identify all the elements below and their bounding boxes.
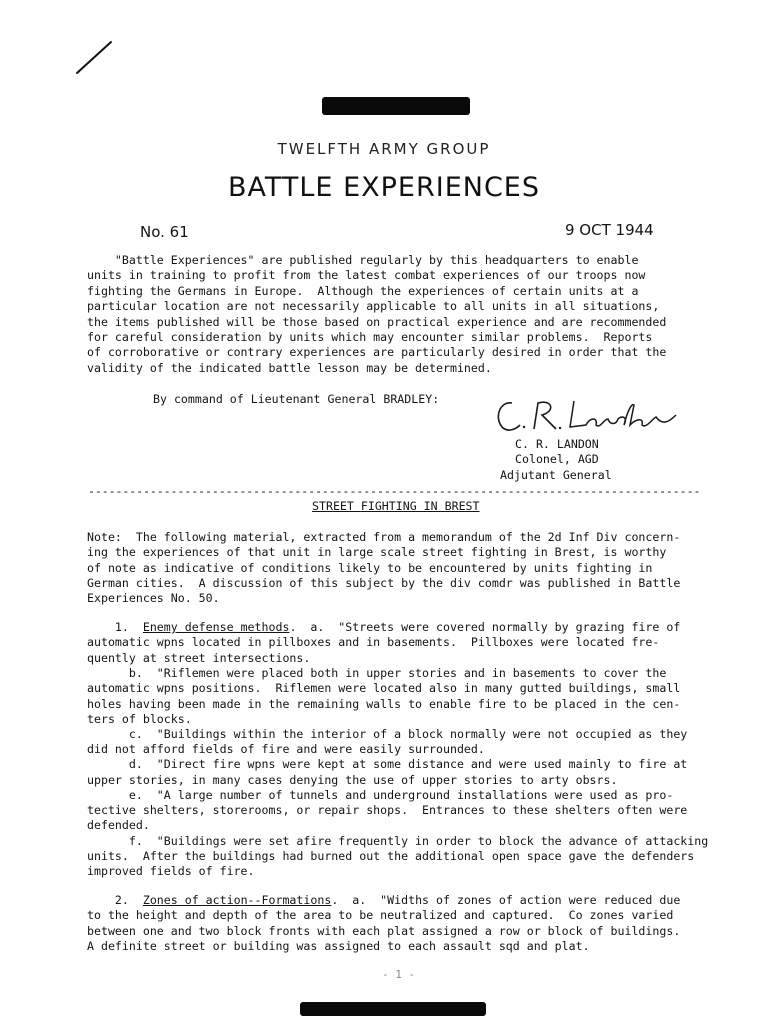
para1-line: holes having been made in the remaining walls to enable fire to be placed in the cen- bbox=[87, 697, 681, 711]
para1-line: automatic wpns located in pillboxes and in basements. Pillboxes were located fre- bbox=[87, 635, 660, 649]
para2-first-line-rest: . a. "Widths of zones of action were reduced due bbox=[331, 893, 681, 907]
para1-line: defended. bbox=[87, 818, 150, 832]
section-divider: ----------------------------------------------------------------------------------------- bbox=[88, 484, 701, 498]
para1-number: 1. bbox=[87, 620, 143, 634]
note-line: ing the experiences of that unit in large scale street fighting in Brest, is worthy bbox=[87, 545, 667, 559]
para1-line: automatic wpns positions. Riflemen were located also in many gutted buildings, small bbox=[87, 681, 681, 695]
para2-line: between one and two block fronts with each plat assigned a row or block of buildings. bbox=[87, 924, 681, 938]
intro-line: for careful consideration by units which may encounter similar problems. Reports bbox=[87, 330, 653, 344]
organization-header: TWELFTH ARMY GROUP bbox=[277, 140, 491, 158]
redaction-bar-top bbox=[322, 97, 470, 115]
intro-line: of corroborative or contrary experiences are particularly desired in order that the bbox=[87, 345, 667, 359]
intro-line: units in training to profit from the latest combat experiences of our troops now bbox=[87, 268, 646, 282]
handwritten-signature bbox=[490, 395, 680, 435]
note-line: Experiences No. 50. bbox=[87, 591, 220, 605]
para1-line: tective shelters, storerooms, or repair shops. Entrances to these shelters often were bbox=[87, 803, 688, 817]
pen-slash-mark bbox=[74, 40, 114, 76]
signer-name: C. R. LANDON bbox=[515, 437, 599, 451]
para2-line: A definite street or building was assigned to each assault sqd and plat. bbox=[87, 939, 590, 953]
para1-line: upper stories, in many cases denying the use of upper stories to arty obsrs. bbox=[87, 773, 618, 787]
intro-line: fighting the Germans in Europe. Although the experiences of certain units at a bbox=[87, 284, 639, 298]
para2-first-line bbox=[87, 893, 680, 908]
signer-position: Adjutant General bbox=[500, 468, 612, 482]
para1-line: ters of blocks. bbox=[87, 712, 192, 726]
signer-rank: Colonel, AGD bbox=[515, 452, 599, 466]
issue-date: 9 OCT 1944 bbox=[565, 221, 654, 239]
intro-line: the items published will be those based on practical experience and are recommended bbox=[87, 315, 667, 329]
para1-line: f. "Buildings were set afire frequently in order to block the advance of attacking bbox=[87, 834, 709, 848]
para2-heading: Zones of action--Formations bbox=[142, 893, 332, 907]
para1-first-line-rest: . a. "Streets were covered normally by grazing fire of bbox=[289, 620, 681, 634]
intro-line: "Battle Experiences" are published regularly by this headquarters to enable bbox=[87, 253, 639, 267]
redaction-bar-bottom bbox=[300, 1002, 486, 1016]
para1-line: quently at street intersections. bbox=[87, 651, 311, 665]
para1-line: c. "Buildings within the interior of a block normally were not occupied as they bbox=[87, 727, 688, 741]
issue-number: No. 61 bbox=[140, 223, 189, 241]
para1-line: e. "A large number of tunnels and underground installations were used as pro- bbox=[87, 788, 674, 802]
note-line: of note as indicative of conditions likely to be encountered by units fighting in bbox=[87, 561, 653, 575]
para1-heading: Enemy defense methods bbox=[142, 620, 290, 634]
note-line: German cities. A discussion of this subject by the div comdr was published in Battle bbox=[87, 576, 681, 590]
para1-line: improved fields of fire. bbox=[87, 864, 255, 878]
note-line: Note: The following material, extracted from a memorandum of the 2d Inf Div concern- bbox=[87, 530, 681, 544]
para1-first-line bbox=[87, 620, 680, 635]
para2-number: 2. bbox=[87, 893, 143, 907]
section-title: STREET FIGHTING IN BREST bbox=[312, 499, 480, 513]
command-line: By command of Lieutenant General BRADLEY: bbox=[153, 392, 440, 406]
document-title: BATTLE EXPERIENCES bbox=[227, 172, 541, 203]
intro-line: particular location are not necessarily applicable to all units in all situations, bbox=[87, 299, 660, 313]
para2-line: to the height and depth of the area to be neutralized and captured. Co zones varied bbox=[87, 908, 674, 922]
intro-line: validity of the indicated battle lesson may be determined. bbox=[87, 361, 492, 375]
para1-line: units. After the buildings had burned out the additional open space gave the defenders bbox=[87, 849, 695, 863]
para1-line: did not afford fields of fire and were easily surrounded. bbox=[87, 742, 485, 756]
para1-line: d. "Direct fire wpns were kept at some distance and were used mainly to fire at bbox=[87, 757, 688, 771]
para1-line: b. "Riflemen were placed both in upper stories and in basements to cover the bbox=[87, 666, 667, 680]
page-number: - 1 - bbox=[382, 968, 416, 981]
